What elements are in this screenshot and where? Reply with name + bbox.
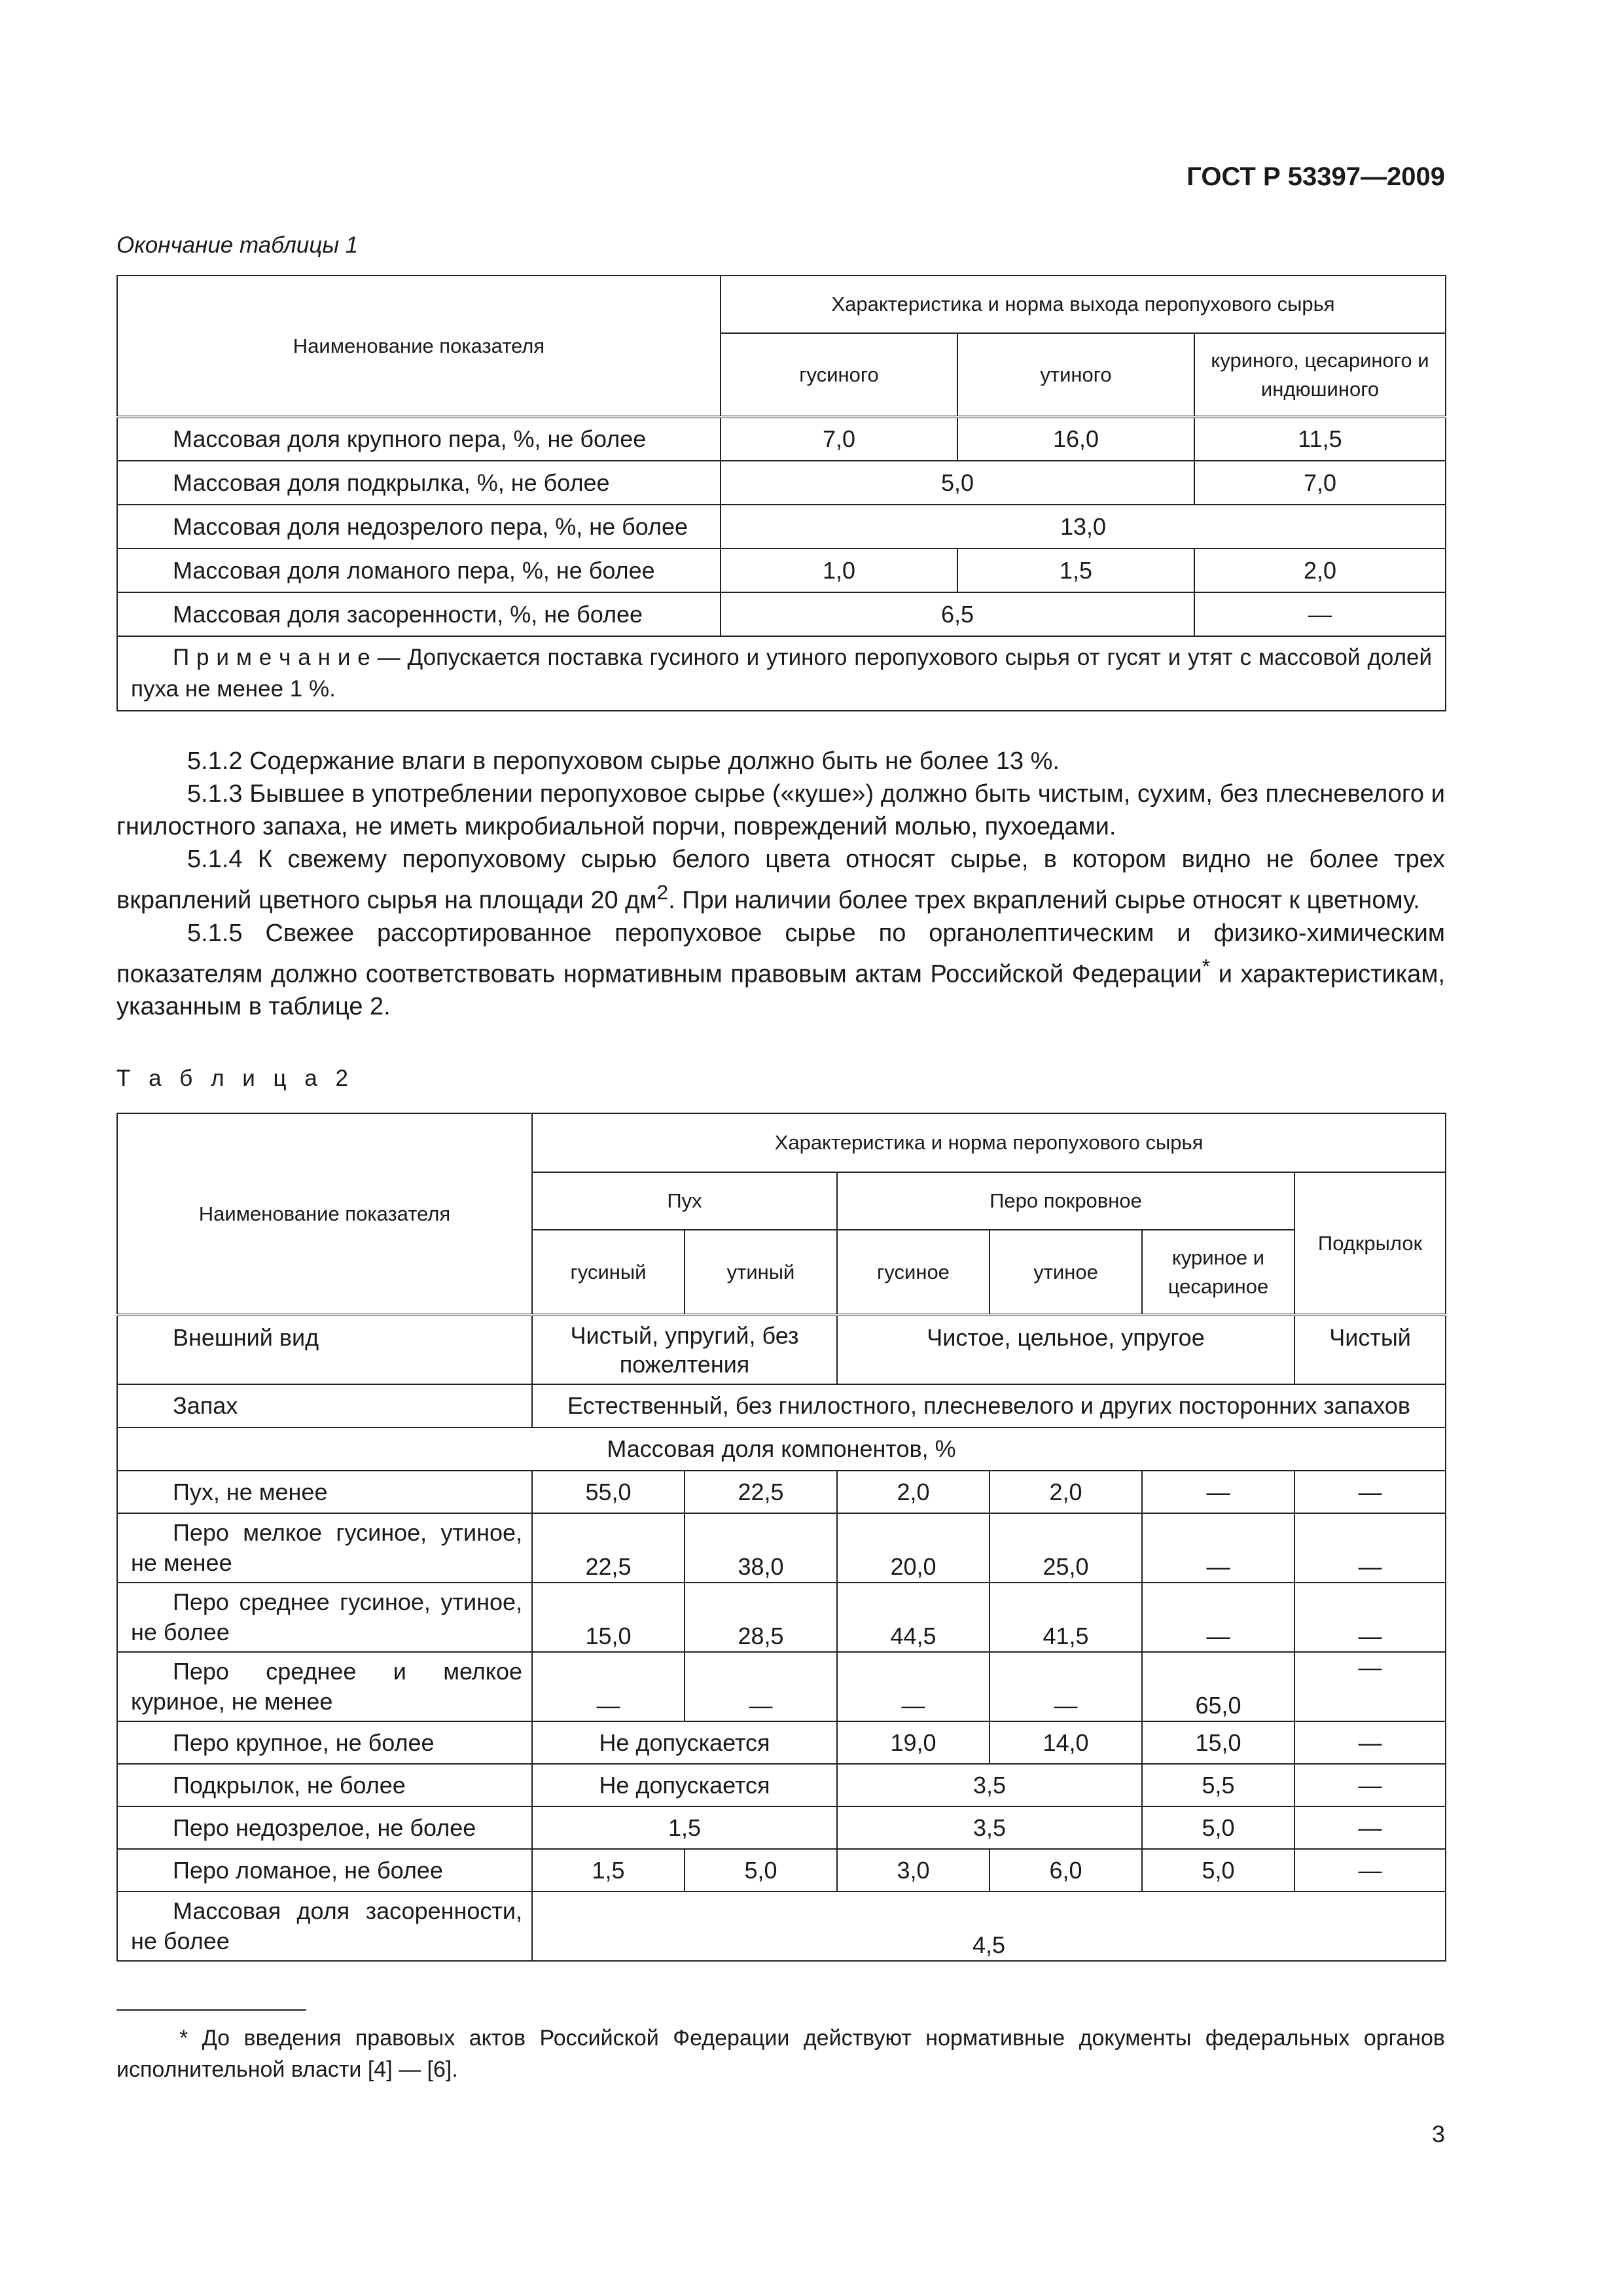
cell: 1,0 xyxy=(721,548,957,592)
cell: — xyxy=(1142,1583,1294,1652)
cell: 6,0 xyxy=(990,1849,1142,1892)
cell: 44,5 xyxy=(837,1583,990,1652)
table2-sub-header: куриное и цесариное xyxy=(1142,1230,1294,1315)
footnote xyxy=(116,2022,1445,2085)
table2-sub-header: утиный xyxy=(685,1230,837,1315)
table2-sub-header: гусиный xyxy=(532,1230,685,1315)
table-row xyxy=(117,417,1446,461)
cell: Естественный, без гнилостного, плесневелого и других посторонних запахов xyxy=(532,1384,1446,1427)
cell: 4,5 xyxy=(532,1892,1446,1961)
paragraph-5-1-2: 5.1.2 Содержание влаги в перопуховом сырье должно быть не более 13 %. xyxy=(187,747,1060,775)
cell: — xyxy=(1294,1513,1446,1583)
table2-pero-header: Перо покровное xyxy=(837,1172,1294,1230)
table-note-row xyxy=(117,636,1446,711)
cell: Чистое, цельное, упругое xyxy=(837,1315,1294,1384)
paragraph-5-1-4 xyxy=(116,843,1445,917)
table-row xyxy=(117,1849,1446,1892)
cell: — xyxy=(532,1652,685,1721)
footnote-text: * До введения правовых актов Российской Федерации действуют нормативные документы федеральных органов исполнительной власти [4] — [6]. xyxy=(116,2026,1445,2082)
row-label: Массовая доля подкрылка, %, не более xyxy=(117,461,721,505)
paragraph-5-1-3: 5.1.3 Бывшее в употреблении перопуховое сырье («куше») должно быть чистым, сухим, без плесневелого и гнилостного запаха, не иметь микробиальной порчи, повреждений молью, пухоедами. xyxy=(116,780,1445,840)
row-label xyxy=(117,1513,532,1583)
cell: 5,5 xyxy=(1142,1764,1294,1806)
cell: — xyxy=(1194,592,1446,636)
cell: — xyxy=(1294,1849,1446,1892)
table-row xyxy=(117,1721,1446,1764)
cell: — xyxy=(685,1652,837,1721)
cell: 3,5 xyxy=(837,1764,1142,1806)
table1-sub-goose: гусиного xyxy=(721,333,957,417)
cell: — xyxy=(1294,1806,1446,1849)
cell: 1,5 xyxy=(957,548,1194,592)
section-row xyxy=(117,1427,1446,1471)
row-label: Перо ломаное, не более xyxy=(117,1849,532,1892)
cell: 5,0 xyxy=(1142,1849,1294,1892)
table-row xyxy=(117,548,1446,592)
cell: 65,0 xyxy=(1142,1652,1294,1721)
cell: 7,0 xyxy=(721,417,957,461)
row-label: Подкрылок, не более xyxy=(117,1764,532,1806)
table2-sub-header: утиное xyxy=(990,1230,1142,1315)
cell: — xyxy=(1294,1471,1446,1513)
table-row xyxy=(117,461,1446,505)
row-label: Запах xyxy=(117,1384,532,1427)
cell: 1,5 xyxy=(532,1806,837,1849)
standard-number: ГОСТ Р 53397—2009 xyxy=(1186,162,1445,191)
paragraph-5-1-5 xyxy=(116,917,1445,1024)
table-row xyxy=(117,592,1446,636)
cell: — xyxy=(1294,1652,1446,1721)
cell: 2,0 xyxy=(837,1471,990,1513)
table2-group-header: Характеристика и норма перопухового сырья xyxy=(532,1113,1446,1172)
row-label-text: Перо мелкое гусиное, утиное, не менее xyxy=(131,1519,522,1576)
table-row xyxy=(117,1892,1446,1961)
paragraph-text: . При наличии более трех вкраплений сырье относят к цветному. xyxy=(668,886,1420,914)
table1-sub-chicken: куриного, цесариного и индюшиного xyxy=(1194,333,1446,417)
cell: 7,0 xyxy=(1194,461,1446,505)
cell: 3,5 xyxy=(837,1806,1142,1849)
cell: 14,0 xyxy=(990,1721,1142,1764)
table1 xyxy=(116,275,1446,711)
table-row xyxy=(117,1384,1446,1427)
cell: 3,0 xyxy=(837,1849,990,1892)
cell: — xyxy=(1142,1471,1294,1513)
table-row xyxy=(117,1315,1446,1384)
row-label: Массовая доля ломаного пера, %, не более xyxy=(117,548,721,592)
cell: 1,5 xyxy=(532,1849,685,1892)
body-paragraphs xyxy=(116,745,1445,1023)
cell: 55,0 xyxy=(532,1471,685,1513)
cell: 15,0 xyxy=(532,1583,685,1652)
cell: — xyxy=(837,1652,990,1721)
cell: 22,5 xyxy=(685,1471,837,1513)
table-row xyxy=(117,1513,1446,1583)
cell: — xyxy=(1294,1583,1446,1652)
row-label: Массовая доля недозрелого пера, %, не более xyxy=(117,505,721,548)
cell: — xyxy=(990,1652,1142,1721)
table2-caption: Т а б л и ц а 2 xyxy=(116,1066,354,1091)
row-label xyxy=(117,1652,532,1721)
cell: Не допускается xyxy=(532,1764,837,1806)
row-label-text: Массовая доля засоренности, не более xyxy=(131,1897,522,1954)
table-row xyxy=(117,505,1446,548)
row-label: Массовая доля крупного пера, %, не более xyxy=(117,417,721,461)
cell: 5,0 xyxy=(721,461,1194,505)
note-text: — Допускается поставка гусиного и утиного перопухового сырья от гусят и утят с массовой долей пуха не менее 1 %. xyxy=(131,645,1433,702)
paragraph-text: 5.1.4 К свежему перопуховому сырью белого цвета относят сырье, в котором видно не более трех вкраплений цветного сырья на площади 20 дм xyxy=(116,846,1445,914)
cell: — xyxy=(1294,1721,1446,1764)
row-label-text: Перо среднее гусиное, утиное, не более xyxy=(131,1588,522,1645)
table1-note xyxy=(117,636,1446,711)
footnote-separator xyxy=(116,2009,306,2011)
cell: — xyxy=(1142,1513,1294,1583)
row-label: Внешний вид xyxy=(117,1315,532,1384)
cell: 41,5 xyxy=(990,1583,1142,1652)
footnote-marker: * xyxy=(1202,954,1211,978)
superscript: 2 xyxy=(656,880,669,904)
row-label: Перо крупное, не более xyxy=(117,1721,532,1764)
cell: 13,0 xyxy=(721,505,1446,548)
row-label: Массовая доля засоренности, %, не более xyxy=(117,592,721,636)
cell: 16,0 xyxy=(957,417,1194,461)
table-row xyxy=(117,1471,1446,1513)
cell: 38,0 xyxy=(685,1513,837,1583)
section-header: Массовая доля компонентов, % xyxy=(117,1427,1446,1471)
cell: 20,0 xyxy=(837,1513,990,1583)
table-row xyxy=(117,1764,1446,1806)
cell: 5,0 xyxy=(1142,1806,1294,1849)
row-label-text: Перо среднее и мелкое куриное, не менее xyxy=(131,1658,522,1715)
cell: Чистый, упругий, без пожелтения xyxy=(532,1315,837,1384)
cell: — xyxy=(1294,1764,1446,1806)
table-row xyxy=(117,1652,1446,1721)
table2 xyxy=(116,1113,1446,1962)
paragraph-text: и характеристикам, указанным в таблице 2. xyxy=(116,960,1445,1021)
table1-caption: Окончание таблицы 1 xyxy=(116,232,359,258)
table-row xyxy=(117,1583,1446,1652)
cell: 2,0 xyxy=(990,1471,1142,1513)
table2-sub-header: гусиное xyxy=(837,1230,990,1315)
row-label: Перо недозрелое, не более xyxy=(117,1806,532,1849)
table1-group-header: Характеристика и норма выхода перопухового сырья xyxy=(721,276,1446,333)
cell: 19,0 xyxy=(837,1721,990,1764)
table1-name-header: Наименование показателя xyxy=(117,276,721,417)
cell: 5,0 xyxy=(685,1849,837,1892)
row-label xyxy=(117,1892,532,1961)
row-label: Пух, не менее xyxy=(117,1471,532,1513)
cell: 22,5 xyxy=(532,1513,685,1583)
cell: 28,5 xyxy=(685,1583,837,1652)
cell: 25,0 xyxy=(990,1513,1142,1583)
cell: 6,5 xyxy=(721,592,1194,636)
table2-pukh-header: Пух xyxy=(532,1172,837,1230)
row-label xyxy=(117,1583,532,1652)
cell: 2,0 xyxy=(1194,548,1446,592)
cell: Не допускается xyxy=(532,1721,837,1764)
note-label: П р и м е ч а н и е xyxy=(173,645,370,670)
cell: 15,0 xyxy=(1142,1721,1294,1764)
page-number: 3 xyxy=(1431,2121,1445,2147)
table1-sub-duck: утиного xyxy=(957,333,1194,417)
paragraph-text: 5.1.5 Свежее рассортированное перопуховое сырье по органолептическим и физико-химическим показателям должно соответствовать нормативным правовым актам Российской Федерации xyxy=(116,919,1445,988)
table2-podkrylok-header: Подкрылок xyxy=(1294,1172,1446,1315)
table2-name-header: Наименование показателя xyxy=(117,1113,532,1315)
table-row xyxy=(117,1806,1446,1849)
cell: Чистый xyxy=(1294,1315,1446,1384)
cell: 11,5 xyxy=(1194,417,1446,461)
